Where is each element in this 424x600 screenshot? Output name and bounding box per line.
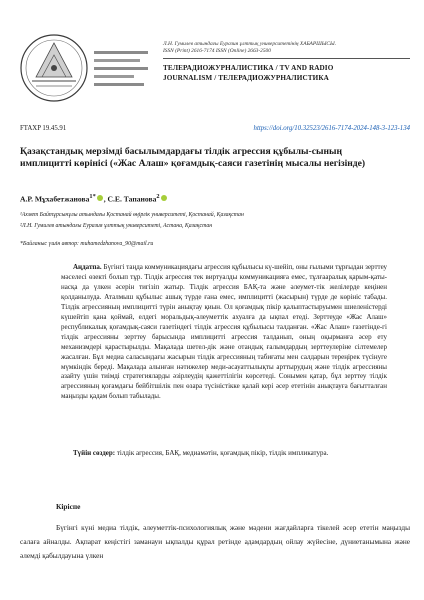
article-title: Қазақстандық мерзімді басылымдардағы тілдік агрессия құбылы-сының имплицитті көрінісі («Жас Алаш» қоғамдық-саяси газетінің мысалы негізінде) <box>20 146 366 170</box>
abstract-label: Аңдатпа. <box>73 263 102 271</box>
irsti-code: FTAXP 19.45.91 <box>20 125 67 132</box>
university-logo-icon <box>20 27 153 109</box>
orcid-icon[interactable] <box>97 195 103 201</box>
corresponding-email: *Байланыс үшін автор: muhamedzhanova_90@mail.ru <box>20 241 154 247</box>
journal-issn: ISSN (Print) 2616-7174 ISSN (Online) 2663-2500 <box>163 48 271 54</box>
journal-affiliation: Л.Н. Гумилев атындағы Еуразия ұлттық университетінің ХАБАРШЫСЫ. <box>163 41 337 47</box>
journal-section-title-line1: ТЕЛЕРАДИОЖУРНАЛИСТИКА / TV AND RADIO <box>163 64 334 72</box>
affiliation-2: ²Л.Н. Гумилев атындағы Еуразия ұлттық университеті, Астана, Қазақстан <box>20 223 213 229</box>
intro-paragraph: Бүгінгі күні медиа тілдік, әлеуметтік-психологиялық және мәдени жағдайларға тікелей әсер ететін маңызды салаға айналды. Ақпарат кеңістігі заманауи ықпалды құрал ретінде адамдардың ойлау жүйесіне, дүниетанымына және әлемді қабылдауына үлкен <box>20 523 410 560</box>
keywords-text: тілдік агрессия, БАҚ, медиамәтін, қоғамдық пікір, тілдік импликатура. <box>115 449 329 457</box>
journal-section-title-line2: JOURNALISM / ТЕЛЕРАДИОЖУРНАЛИСТИКА <box>163 74 329 82</box>
author-list <box>20 193 405 204</box>
affiliation-1: ¹Ахмет Байтұрсынұлы атындағы Қостанай өңірлік университеті, Қостанай, Қазақстан <box>20 212 244 218</box>
article-meta <box>20 125 410 135</box>
abstract-text: Бүгінгі таңда коммуникациядағы агрессия құбылысы кү-шейіп, оны ғылыми тұрғыдан зерттеу мәселесі өзекті болып тұр. Тілдік агрессия тек виртуалды коммуникацияға емес, тұлғааралық қарым-қаты-насқа да үлкен әсерін тигізіп жатыр. Тілдік агрессия БАҚ-та және әлеумет-тік желілерде кеңінен қолданылуда. Аталмыш құбылыс ашық түрде ғана емес, имплицитті (жасырын) түрде де көрініс табады. Тілдік агрессияның имплицитті түрін анықтау қиын. Ол қоғамдық пікір қалыптастыруымен шиеленістерді күшейтіп қана қоймай, елдегі моральдық-әлеуметтік ахуалға да ықпал етеді. Зерттеуде «Жас Алаш» республикалық қоғамдық-саяси газетіндегі тілдік агрессия құбылысы талданған. «Жас Алаш» газетінде-гі тілдік агрессияны зерттеу барысында имплицитті агрессия талданып, оның оқырманға әсер ету механизмдері қарастырылды. Мақалада шетел-дік және отандық ғалымдардың зерттеулеріне сілтемелер жасалған. Бұл медиа саласындағы жасырын тілдік агрессияның табиғаты мен салдарын тереңірек түсінуге мүмкіндік береді. Мақалада алынған нәтижелер меди-асауаттылықты арттырудың және тілдік агрессияны азайту үшін тиімді стратегияларды әзірлеудің қажеттілігін көрсетеді. Сонымен қатар, бұл зерттеу тілдік агрессияның қоғамдағы бейбітшілік пен өзара түсіністікке қалай кері әсер ететінін анықтауға бағытталған маңызды қадам болып табылады. <box>61 263 388 401</box>
header-divider <box>163 58 410 59</box>
author-marker: 2 <box>156 193 160 200</box>
doi-link[interactable]: https://doi.org/10.32523/2616-7174-2024-148-3-123-134 <box>253 125 410 132</box>
keywords-label: Түйін сөздер: <box>73 449 116 457</box>
author-name: А.Р. Мұхабетжанова <box>20 194 90 204</box>
author-marker: 1* <box>89 193 96 200</box>
author-name: С.Е. Тапанова <box>107 194 157 204</box>
orcid-icon[interactable] <box>161 195 167 201</box>
keywords <box>61 449 387 459</box>
section-heading: Кіріспе <box>56 502 81 511</box>
author-separator: , <box>103 194 108 204</box>
journal-info <box>163 41 410 83</box>
abstract <box>61 263 387 402</box>
journal-header <box>20 27 410 109</box>
